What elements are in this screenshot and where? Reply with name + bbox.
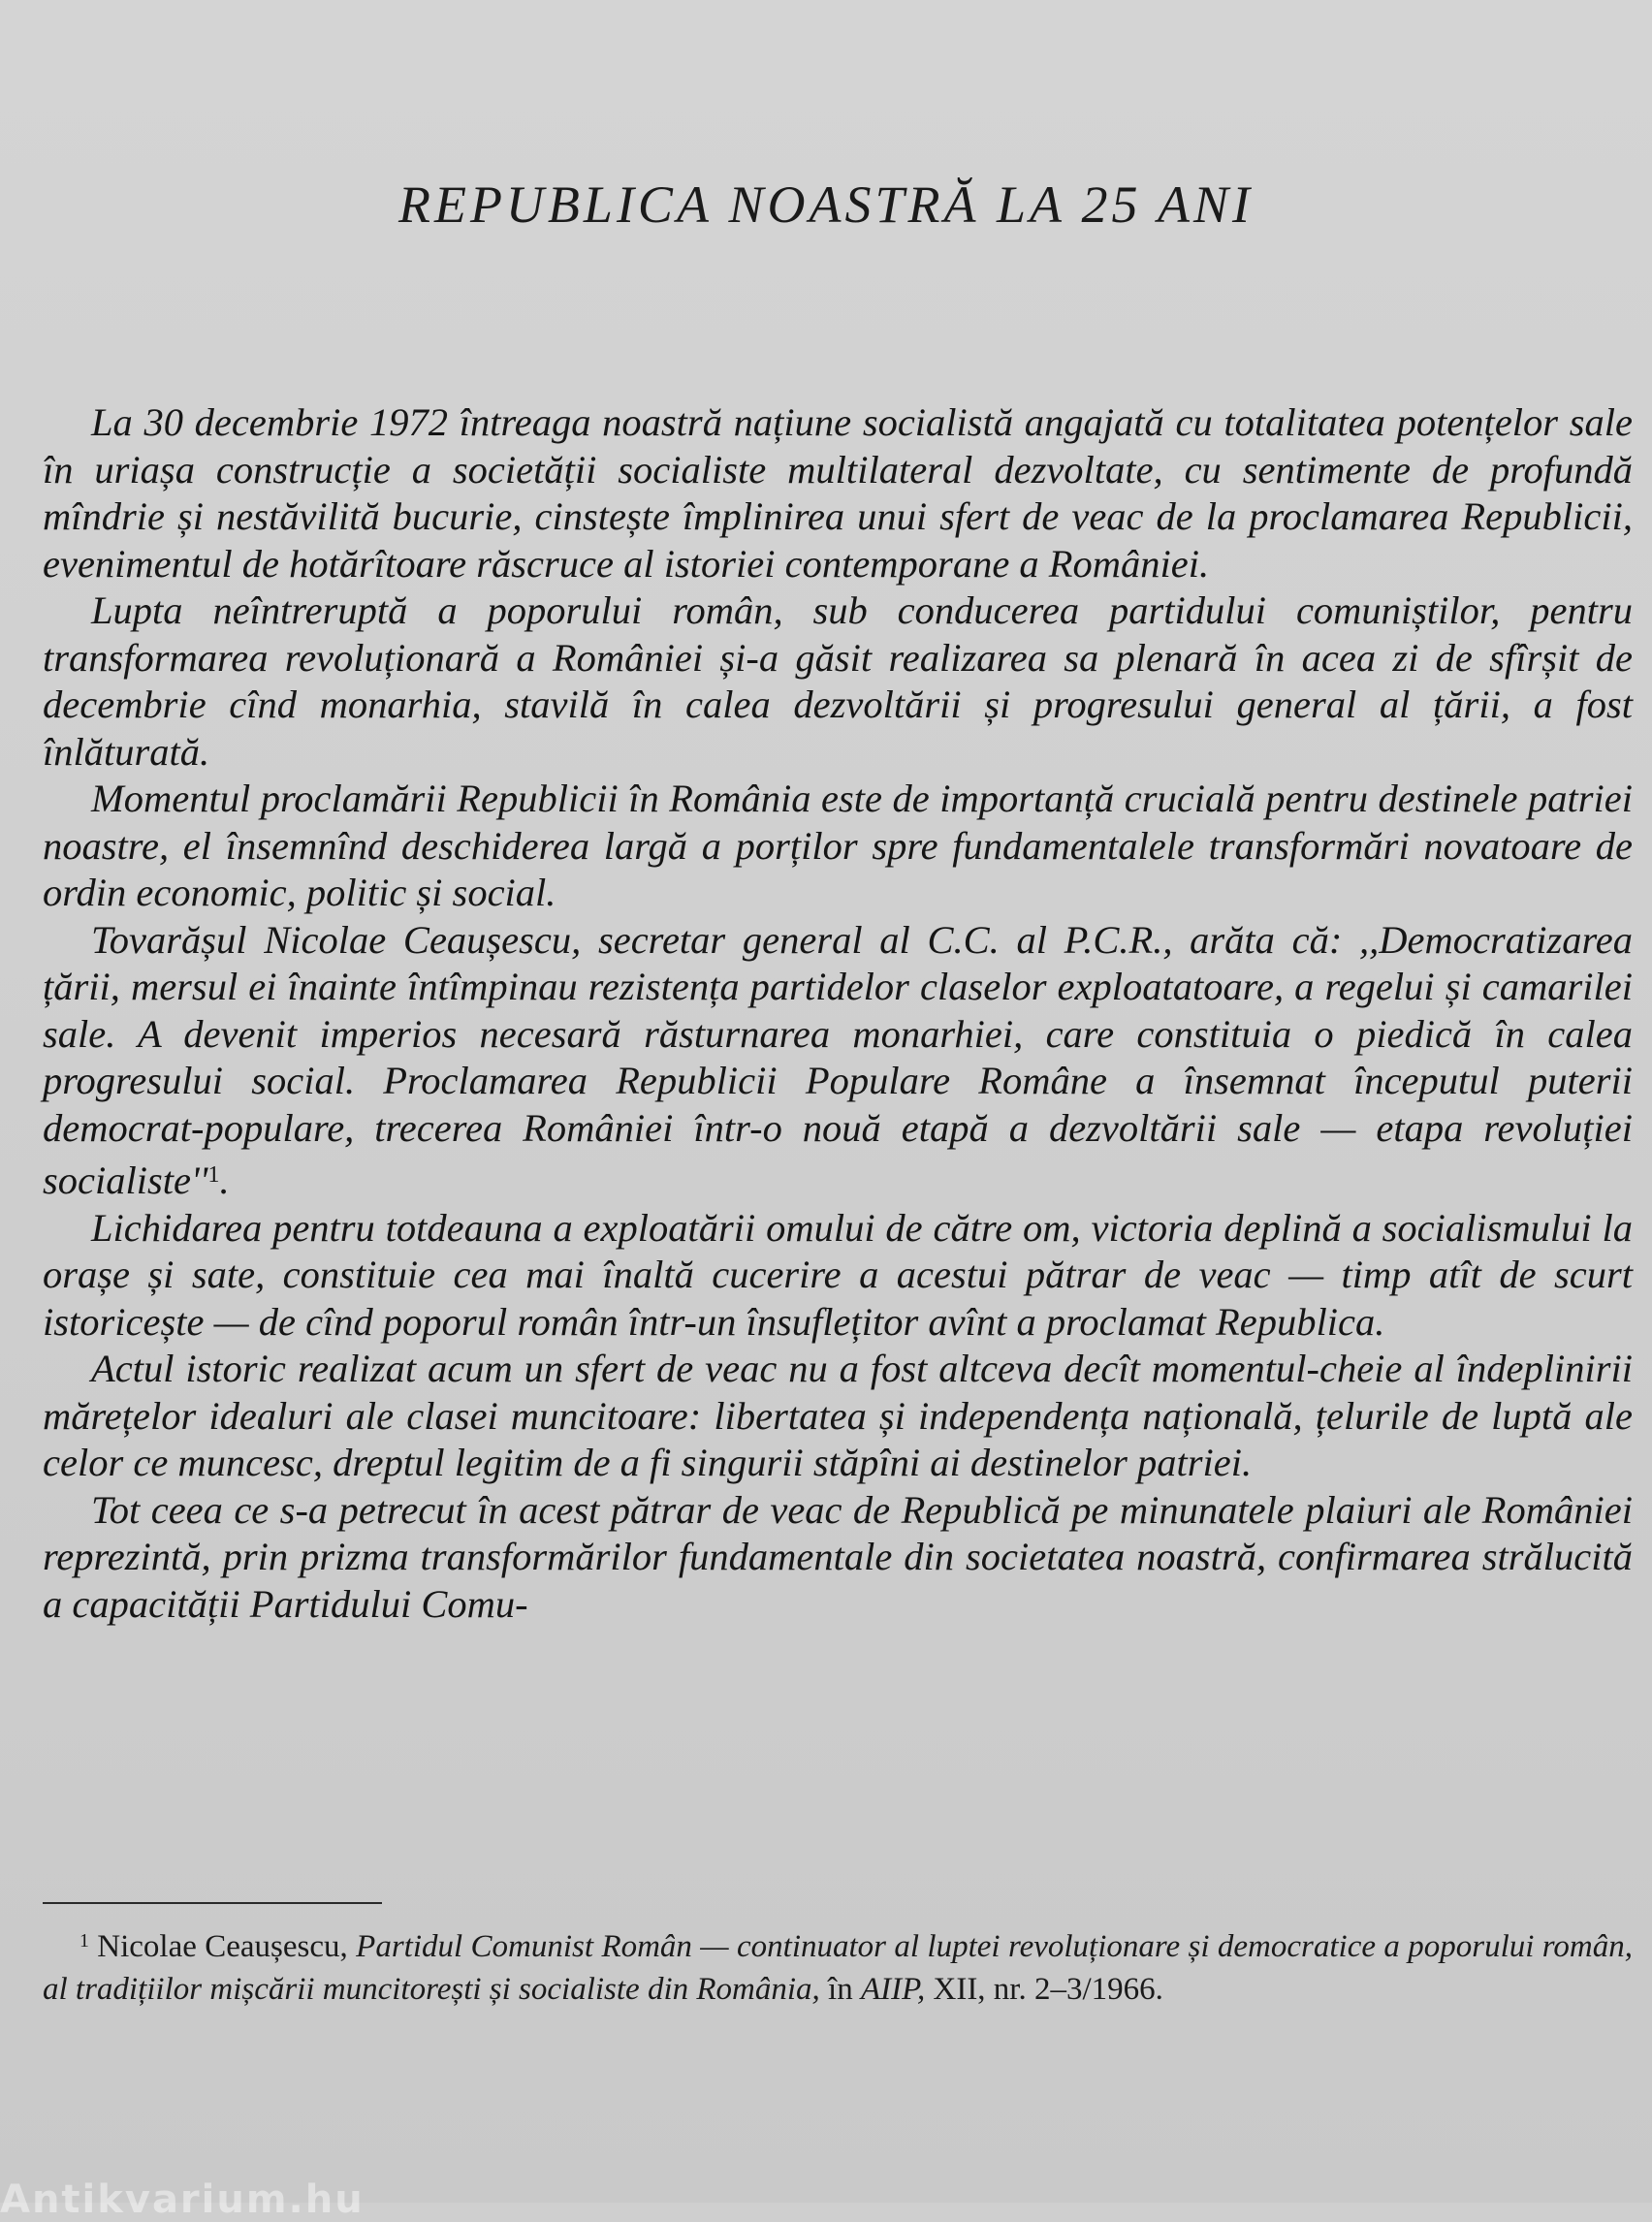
footnote-marker: 1: [79, 1930, 89, 1952]
paragraph-5: Lichidarea pentru totdeauna a exploatării omului de către om, victoria deplină a socialismului la orașe și sate, constituie cea mai înaltă cucerire a acestui pătrar de veac — timp atît de scurt istoricește — de cînd poporul român într-un însuflețitor avînt a proclamat Republica.: [43, 1205, 1633, 1344]
footnote: [43, 1920, 1633, 2011]
footnote-journal: AIIP,: [860, 1971, 926, 2007]
paragraph-6: Actul istoric realizat acum un sfert de veac nu a fost altceva decît momentul-cheie al îndeplinirii mărețelor idealuri ale clasei muncitoare: libertatea și independența națională, țelurile de luptă ale celor ce muncesc, dreptul legitim de a fi singurii stăpîni ai destinelor patriei.: [43, 1347, 1633, 1485]
footnote-work-title: Partidul Comunist Român — continuator al luptei revoluționare și democratice a poporului român, al tradițiilor mișcării muncitorești și socialiste din România,: [43, 1928, 1634, 2007]
page-title: REPUBLICA NOASTRĂ LA 25 ANI: [397, 175, 1255, 234]
paragraph-3: Momentul proclamării Republicii în România este de importanță crucială pentru destinele patriei noastre, el însemnînd deschiderea largă a porților spre fundamentalele transformări novatoare de ordin economic, politic și social.: [43, 777, 1633, 914]
footnote-in: în: [828, 1971, 853, 2007]
paragraph-4-text: Tovarășul Nicolae Ceaușescu, secretar general al C.C. al P.C.R., arăta că: ,,Democratizarea țării, mersul ei înainte întîmpinau rezistența partidelor claselor exploatatoare, a regelui și camarilei sale. A devenit imperios necesară răsturnarea monarhiei, care constituia o piedică în calea progresului social. Proclamarea Republicii Populare Române a însemnat începutul puterii democrat-populare, trecerea României într-o nouă etapă a dezvoltării sale — etapa revoluției socialiste'': [43, 917, 1633, 1203]
footnote-author: Nicolae Ceaușescu,: [97, 1928, 348, 1964]
footnote-issue: XII, nr. 2–3/1966.: [933, 1971, 1163, 2007]
paragraph-1: La 30 decembrie 1972 întreaga noastră națiune socialistă angajată cu totalitatea potențelor sale în uriașa construcție a societății socialiste multilateral dezvoltate, cu sentimente de profundă mîndrie și nestăvilită bucurie, cinstește împlinirea unui sfert de veac de la proclamarea Republicii, evenimentul de hotărîtoare răscruce al istoriei contemporane a României.: [43, 400, 1633, 586]
paragraph-2: Lupta neîntreruptă a poporului român, sub conducerea partidului comuniștilor, pentru transformarea revoluționară a României și-a găsit realizarea sa plenară în acea zi de sfîrșit de decembrie cînd monarhia, stavilă în calea dezvoltării și progresului general al țării, a fost înlăturată.: [43, 588, 1633, 774]
footnote-reference: 1: [207, 1161, 220, 1188]
paragraph-7: Tot ceea ce s-a petrecut în acest pătrar de veac de Republică pe minunatele plaiuri ale României reprezintă, prin prizma transformărilor fundamentale din societatea noastră, confirmarea strălucită a capacității Partidului Comu-: [43, 1487, 1633, 1626]
footnote-divider: [43, 1902, 382, 1904]
paragraph-4: Tovarășul Nicolae Ceaușescu, secretar general al C.C. al P.C.R., arăta că: ,,Democratizarea țării, mersul ei înainte întîmpinau rezistența partidelor claselor exploatatoare, a regelui și camarilei sale. A devenit imperios necesară răsturnarea monarhiei, care constituia o piedică în calea progresului social. Proclamarea Republicii Populare Române a însemnat începutul puterii democrat-populare, trecerea României într-o nouă etapă a dezvoltării sale — etapa revoluției $socialiste''^1$.: [43, 917, 1633, 1203]
watermark: Antikvarium.hu: [0, 2177, 365, 2222]
body-text: [43, 399, 1633, 1628]
